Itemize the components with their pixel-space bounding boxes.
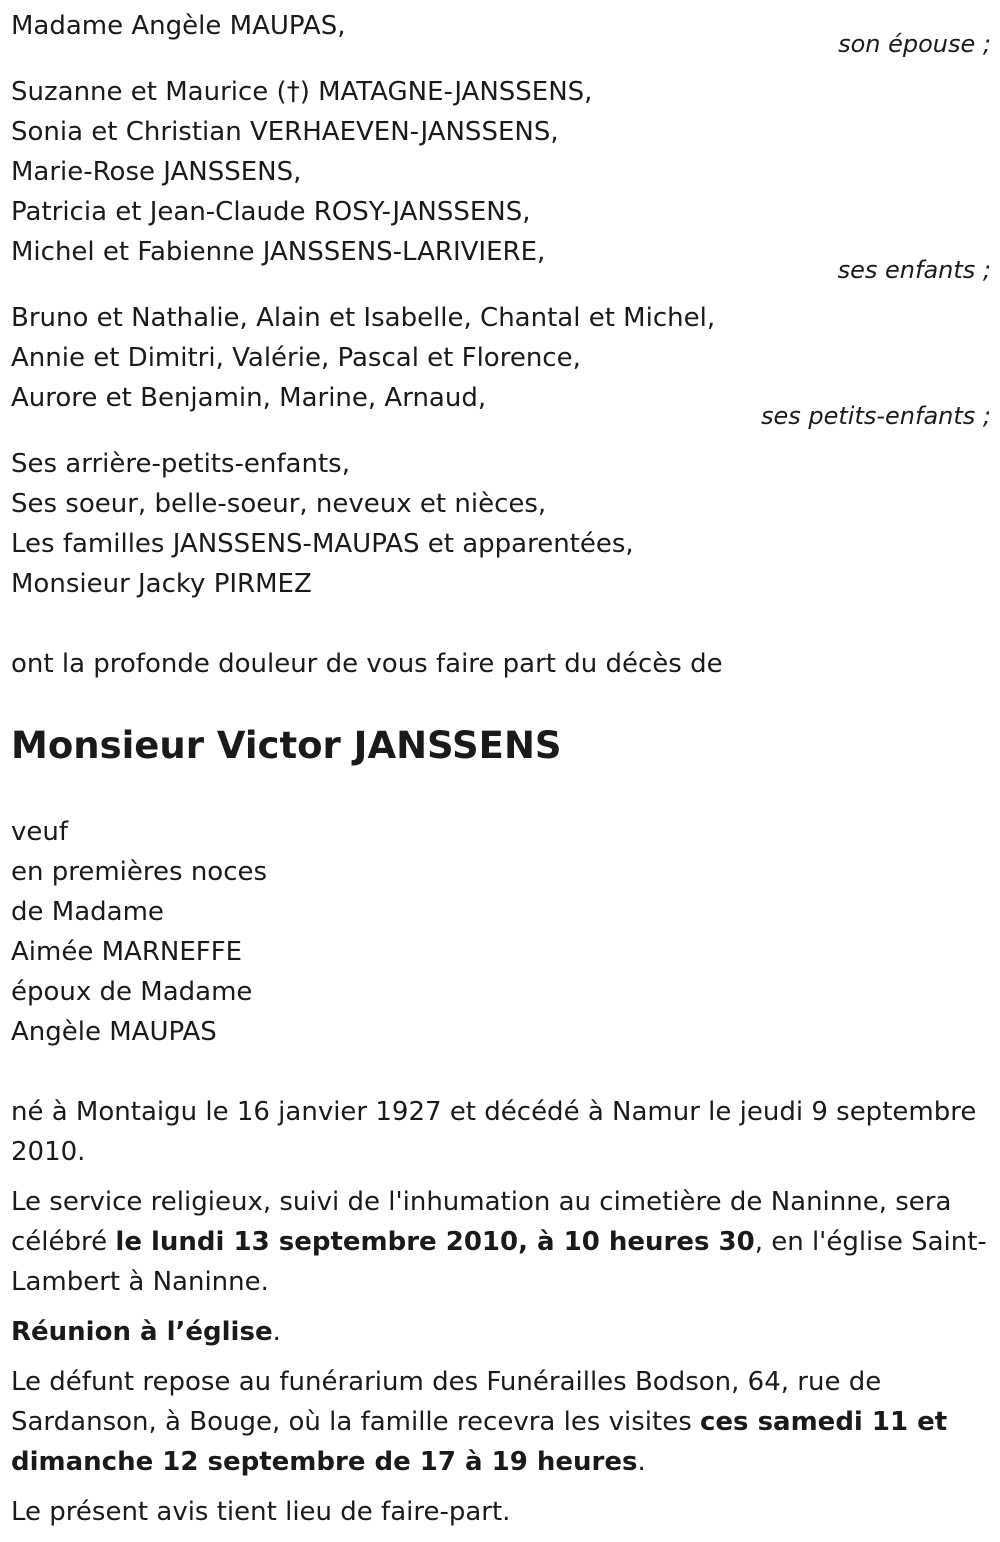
marital-status: [11, 812, 991, 1052]
grandchild-line: Aurore et Benjamin, Marine, Arnaud,: [11, 383, 487, 413]
birth-death-paragraph: né à Montaigu le 16 janvier 1927 et décédé à Namur le jeudi 9 septembre 2010.: [11, 1097, 977, 1167]
relative-line: Ses soeur, belle-soeur, neveux et nièces,: [11, 489, 547, 519]
child-line: Patricia et Jean-Claude ROSY-JANSSENS,: [11, 197, 531, 227]
grandchild-line: Bruno et Nathalie, Alain et Isabelle, Chantal et Michel,: [11, 303, 716, 333]
deceased-name: Monsieur Victor JANSSENS: [11, 724, 562, 767]
relative-line: Monsieur Jacky PIRMEZ: [11, 569, 312, 599]
service-location: , en l'église Saint-Lambert à Naninne.: [11, 1227, 987, 1297]
visitation-period: .: [637, 1447, 646, 1477]
marital-line: époux de Madame: [11, 977, 253, 1007]
meeting-text: Réunion à l’église: [11, 1317, 273, 1347]
children-list: [11, 72, 991, 272]
visitation-times: ces samedi 11 et dimanche 12 septembre de 17 à 19 heures: [11, 1407, 948, 1477]
service-date: le lundi 13 septembre 2010, à 10 heures 30: [115, 1227, 755, 1257]
wife-line: Madame Angèle MAUPAS,: [11, 11, 346, 41]
marital-line: en premières noces: [11, 857, 268, 887]
service-text: Le service religieux, suivi de l'inhumation au cimetière de Naninne, sera célébré: [11, 1187, 952, 1257]
obituary-notice: [11, 6, 991, 1542]
other-relatives-list: [11, 444, 991, 604]
spacer: [11, 1052, 991, 1092]
child-line: Michel et Fabienne JANSSENS-LARIVIERE,: [11, 237, 546, 267]
closing-paragraph: Le présent avis tient lieu de faire-part.: [11, 1497, 511, 1527]
relative-line: Les familles JANSSENS-MAUPAS et apparentées,: [11, 529, 634, 559]
children-role: ses enfants ;: [837, 256, 991, 284]
child-line: Marie-Rose JANSSENS,: [11, 157, 302, 187]
service-paragraph: [11, 1182, 991, 1302]
child-line: Sonia et Christian VERHAEVEN-JANSSENS,: [11, 117, 559, 147]
announcement-text: ont la profonde douleur de vous faire part du décès de: [11, 649, 723, 679]
relative-line: Ses arrière-petits-enfants,: [11, 449, 350, 479]
meeting-paragraph: [11, 1312, 991, 1352]
grandchildren-role: ses petits-enfants ;: [760, 402, 991, 430]
marital-line: de Madame: [11, 897, 164, 927]
spacer: [11, 604, 991, 644]
marital-line: Angèle MAUPAS: [11, 1017, 217, 1047]
wife-role: son épouse ;: [838, 30, 991, 58]
grandchild-line: Annie et Dimitri, Valérie, Pascal et Florence,: [11, 343, 581, 373]
marital-line: Aimée MARNEFFE: [11, 937, 243, 967]
visitation-text: Le défunt repose au funérarium des Funérailles Bodson, 64, rue de Sardanson, à Bouge, où la famille recevra les visites: [11, 1367, 882, 1437]
child-line: Suzanne et Maurice (†) MATAGNE-JANSSENS,: [11, 77, 593, 107]
marital-line: veuf: [11, 817, 69, 847]
visitation-paragraph: [11, 1362, 991, 1482]
meeting-period: .: [272, 1317, 281, 1347]
